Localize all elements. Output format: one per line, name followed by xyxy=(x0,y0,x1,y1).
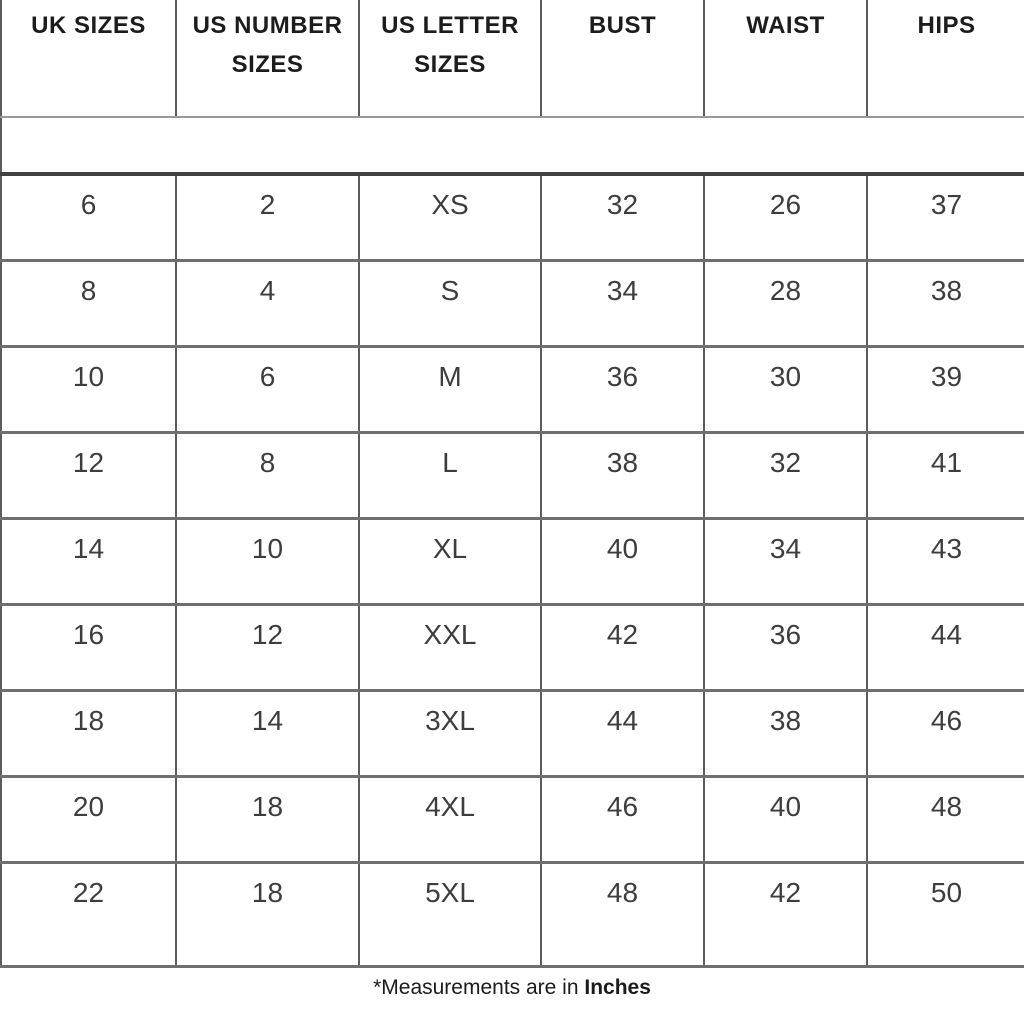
table-cell: 32 xyxy=(541,174,704,260)
table-cell: 10 xyxy=(176,518,359,604)
table-cell: 12 xyxy=(176,604,359,690)
table-row xyxy=(1,604,1024,690)
table-cell: 40 xyxy=(704,776,867,862)
measurements-footnote xyxy=(0,968,1024,1000)
table-cell: 32 xyxy=(704,432,867,518)
table-cell: 3XL xyxy=(359,690,541,776)
table-cell: 26 xyxy=(704,174,867,260)
header-cell: US LETTER SIZES xyxy=(359,0,541,117)
table-row xyxy=(1,260,1024,346)
table-cell: 8 xyxy=(176,432,359,518)
spacer-cell xyxy=(1,117,1024,174)
table-row xyxy=(1,690,1024,776)
footnote-units: Inches xyxy=(584,975,651,999)
table-cell: 4 xyxy=(176,260,359,346)
table-row xyxy=(1,518,1024,604)
table-cell: 14 xyxy=(1,518,176,604)
header-cell: WAIST xyxy=(704,0,867,117)
table-cell: 46 xyxy=(867,690,1024,776)
table-cell: 34 xyxy=(704,518,867,604)
table-cell: XL xyxy=(359,518,541,604)
table-cell: 44 xyxy=(541,690,704,776)
header-cell: BUST xyxy=(541,0,704,117)
table-cell: 34 xyxy=(541,260,704,346)
spacer-row xyxy=(1,117,1024,174)
table-cell: 18 xyxy=(176,776,359,862)
table-cell: 37 xyxy=(867,174,1024,260)
table-cell: 22 xyxy=(1,862,176,966)
header-row xyxy=(1,0,1024,117)
table-cell: 2 xyxy=(176,174,359,260)
table-cell: 43 xyxy=(867,518,1024,604)
table-cell: L xyxy=(359,432,541,518)
table-cell: 30 xyxy=(704,346,867,432)
table-row xyxy=(1,432,1024,518)
table-cell: M xyxy=(359,346,541,432)
table-cell: 16 xyxy=(1,604,176,690)
table-cell: 18 xyxy=(1,690,176,776)
footnote-text: *Measurements are in xyxy=(373,975,585,999)
table-cell: 38 xyxy=(704,690,867,776)
table-cell: 8 xyxy=(1,260,176,346)
table-cell: 42 xyxy=(704,862,867,966)
table-cell: 38 xyxy=(867,260,1024,346)
table-cell: S xyxy=(359,260,541,346)
header-cell: US NUMBER SIZES xyxy=(176,0,359,117)
table-cell: 6 xyxy=(176,346,359,432)
table-cell: 14 xyxy=(176,690,359,776)
table-cell: 42 xyxy=(541,604,704,690)
table-cell: 38 xyxy=(541,432,704,518)
table-cell: 48 xyxy=(867,776,1024,862)
table-cell: 46 xyxy=(541,776,704,862)
table-cell: XS xyxy=(359,174,541,260)
table-cell: 4XL xyxy=(359,776,541,862)
table-cell: 6 xyxy=(1,174,176,260)
table-row xyxy=(1,776,1024,862)
table-cell: 48 xyxy=(541,862,704,966)
table-cell: 5XL xyxy=(359,862,541,966)
table-cell: 40 xyxy=(541,518,704,604)
table-cell: 12 xyxy=(1,432,176,518)
table-cell: 36 xyxy=(541,346,704,432)
table-cell: 28 xyxy=(704,260,867,346)
table-row xyxy=(1,174,1024,260)
table-cell: 44 xyxy=(867,604,1024,690)
table-cell: XXL xyxy=(359,604,541,690)
table-cell: 18 xyxy=(176,862,359,966)
table-cell: 10 xyxy=(1,346,176,432)
table-row xyxy=(1,346,1024,432)
header-cell: UK SIZES xyxy=(1,0,176,117)
table-cell: 41 xyxy=(867,432,1024,518)
table-cell: 39 xyxy=(867,346,1024,432)
table-cell: 36 xyxy=(704,604,867,690)
table-row xyxy=(1,862,1024,966)
table-cell: 20 xyxy=(1,776,176,862)
table-cell: 50 xyxy=(867,862,1024,966)
header-cell: HIPS xyxy=(867,0,1024,117)
